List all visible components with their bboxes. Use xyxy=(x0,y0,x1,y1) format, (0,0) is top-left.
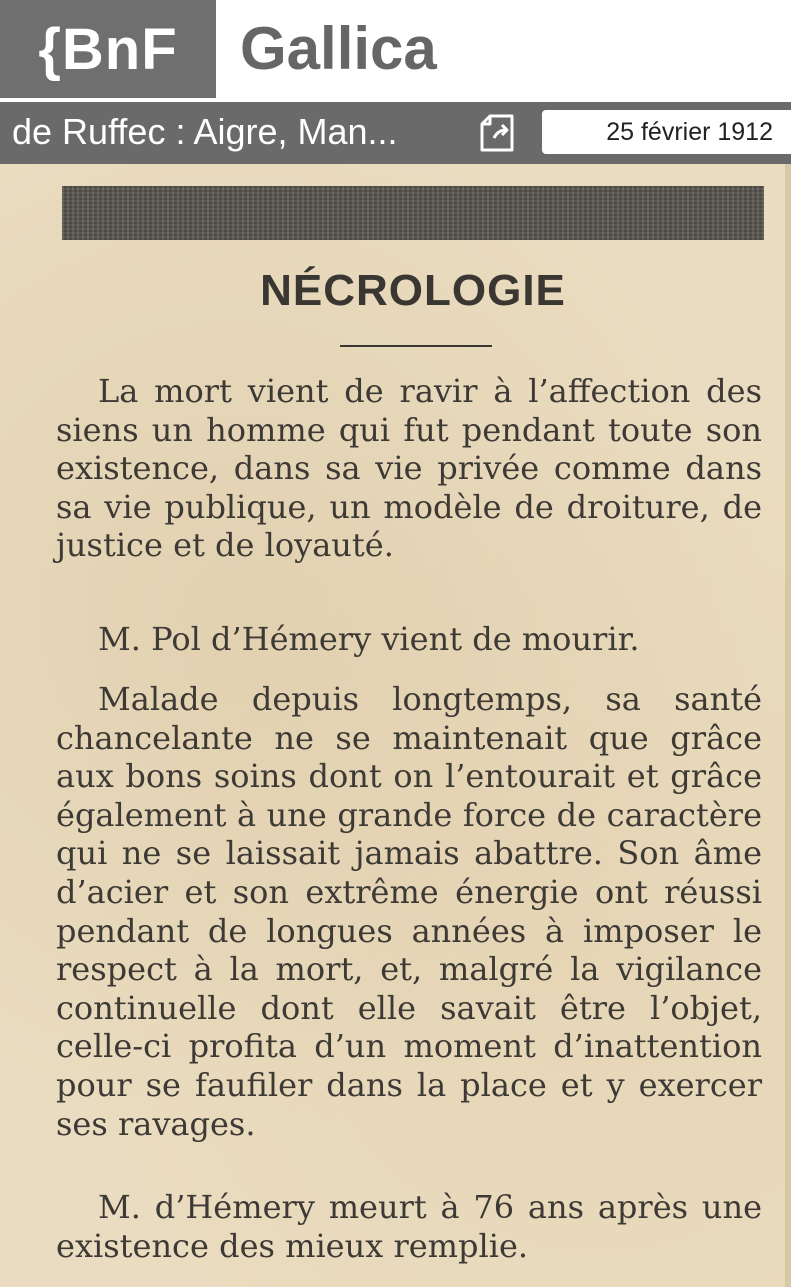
article-paragraph-1: La mort vient de ravir à l’affection des siens un homme qui fut pendant toute son existence, dans sa vie privée comme dans sa vie publique, un modèle de droiture, de justice et de loyauté. xyxy=(56,372,762,565)
document-title[interactable]: de Ruffec : Aigre, Man... xyxy=(12,111,398,152)
heading-rule xyxy=(340,345,492,347)
issue-date-selector[interactable]: 25 février 1912 xyxy=(542,110,791,154)
article-heading: NÉCROLOGIE xyxy=(260,266,566,315)
page-edge xyxy=(785,164,791,1287)
gallica-brand[interactable]: Gallica xyxy=(240,15,437,82)
share-page-icon[interactable] xyxy=(478,112,518,154)
article-paragraph-4: M. d’Hémery meurt à 76 ans après une existence des mieux remplie. xyxy=(56,1188,762,1265)
bnf-logo[interactable]: {BnF xyxy=(0,0,216,98)
article-paragraph-3: Malade depuis longtemps, sa santé chancelante ne se maintenait que grâce aux bons soins dont on l’entourait et grâce également à une grande force de caractère qui ne se laissait jamais abattre. Son âme d’acier et son extrême énergie ont réussi pendant de longues années à imposer le respect à la mort, et, malgré la vigilance continuelle dont elle savait être l’objet, celle-ci profita d’un moment d’inattention pour se faufiler dans la place et y exercer ses ravages. xyxy=(56,680,762,1143)
printed-banner-strip xyxy=(62,186,764,240)
app-header xyxy=(0,0,791,100)
article-paragraph-2: M. Pol d’Hémery vient de mourir. xyxy=(98,620,640,658)
